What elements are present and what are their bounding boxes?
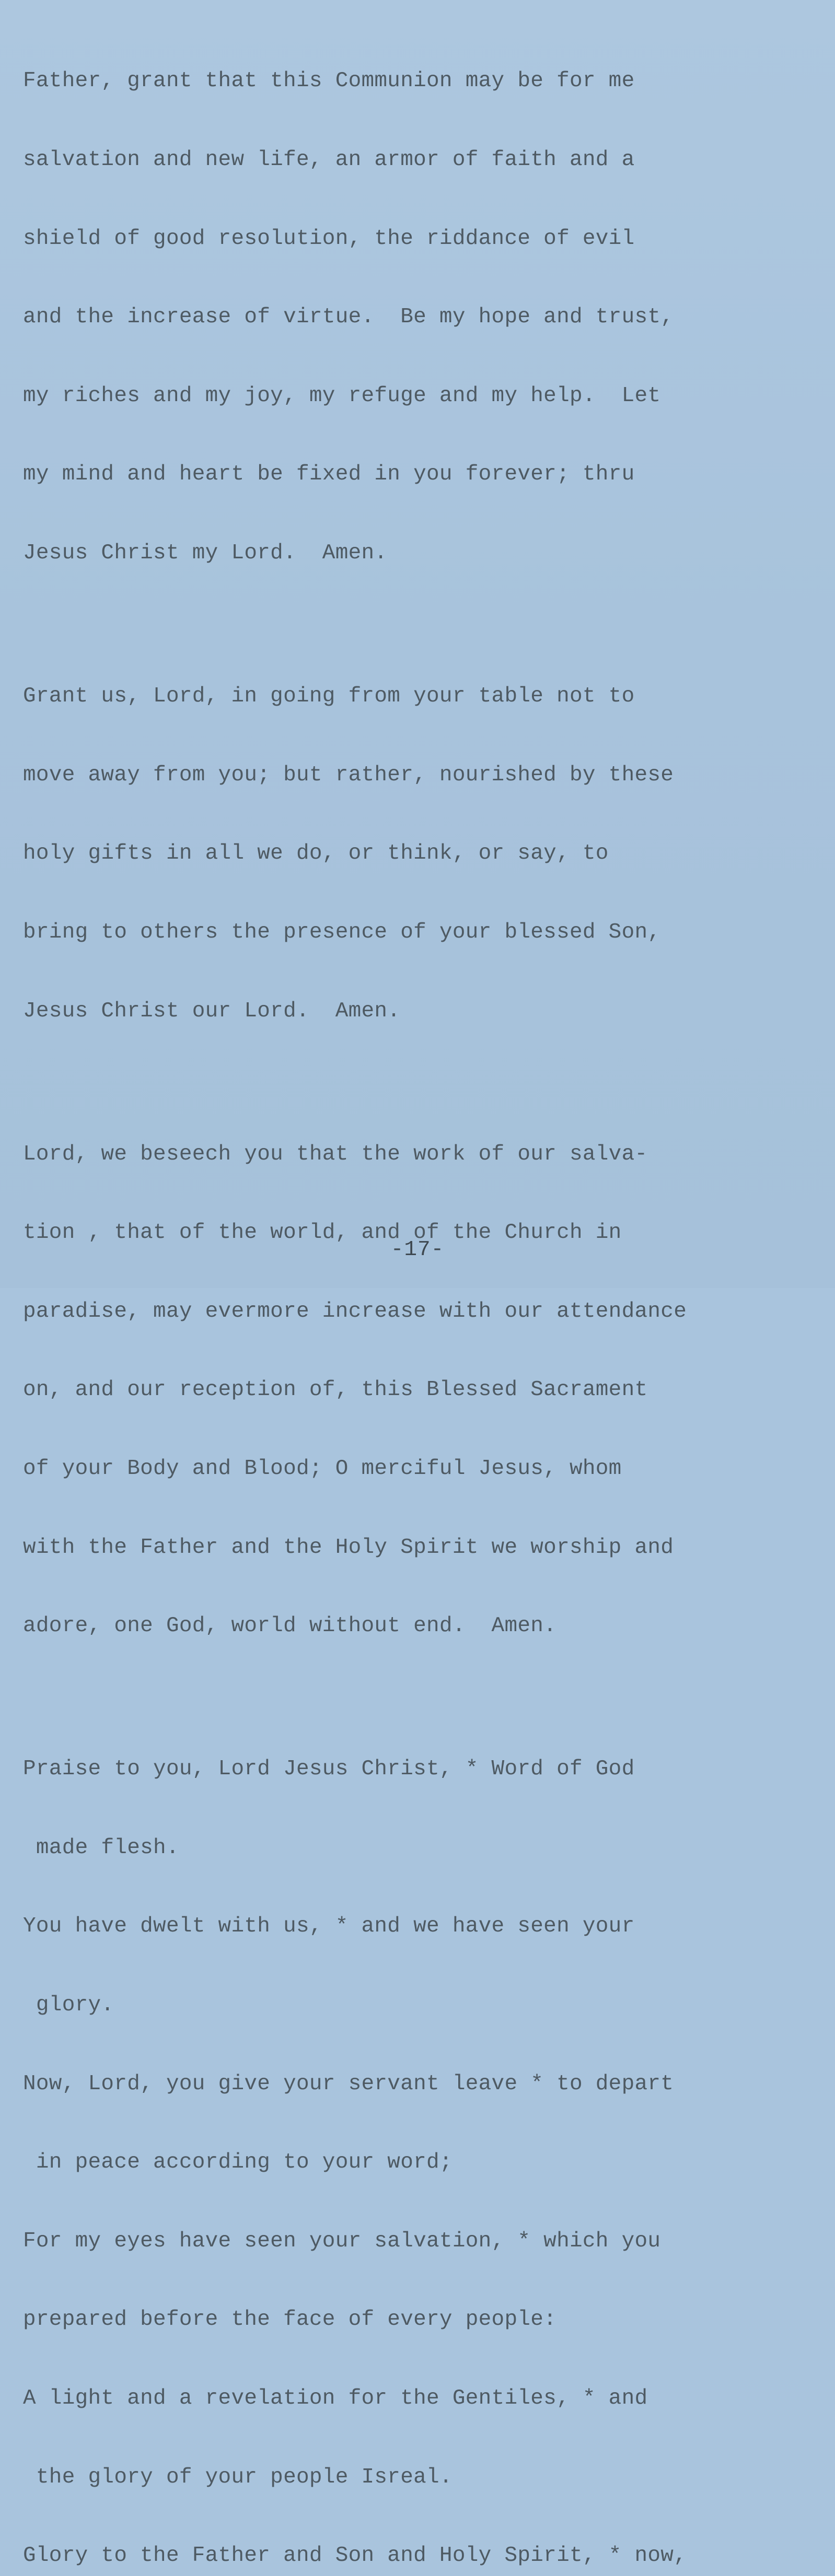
text-line: A light and a revelation for the Gentiles, * and — [23, 2386, 648, 2411]
text-line: my riches and my joy, my refuge and my help. Let — [23, 383, 661, 408]
page-number: -17- — [390, 1238, 445, 1262]
text-line: Praise to you, Lord Jesus Christ, * Word of God — [23, 1757, 635, 1782]
text-line: You have dwelt with us, * and we have seen your — [23, 1914, 635, 1939]
text-line: move away from you; but rather, nourished by these — [23, 763, 674, 787]
text-line: bring to others the presence of your blessed Son, — [23, 920, 661, 944]
canticle-paragraph — [23, 1704, 822, 2576]
prayer-paragraph — [23, 16, 822, 619]
text-line: with the Father and the Holy Spirit we worship and — [23, 1535, 674, 1560]
text-line: the glory of your people Isreal. — [23, 2465, 453, 2489]
prayer-paragraph — [23, 1088, 822, 1692]
text-line: Lord, we beseech you that the work of our salva- — [23, 1142, 648, 1166]
text-line: prepared before the face of every people: — [23, 2308, 557, 2332]
text-line: my mind and heart be fixed in you forever; thru — [23, 462, 635, 487]
text-line: on, and our reception of, this Blessed Sacrament — [23, 1378, 648, 1402]
text-line: Jesus Christ our Lord. Amen. — [23, 999, 401, 1023]
text-line: Father, grant that this Communion may be for me — [23, 69, 635, 93]
text-line: shield of good resolution, the riddance of evil — [23, 226, 635, 251]
text-line: paradise, may evermore increase with our attendance — [23, 1299, 687, 1324]
text-line: holy gifts in all we do, or think, or say, to — [23, 841, 609, 866]
text-line: in peace according to your word; — [23, 2150, 453, 2175]
text-line: adore, one God, world without end. Amen. — [23, 1614, 557, 1638]
text-line: Glory to the Father and Son and Holy Spirit, * now, — [23, 2544, 687, 2568]
text-line: Grant us, Lord, in going from your table not to — [23, 684, 635, 709]
prayer-paragraph — [23, 631, 822, 1076]
text-line: of your Body and Blood; O merciful Jesus, whom — [23, 1456, 622, 1481]
text-line: Jesus Christ my Lord. Amen. — [23, 541, 388, 566]
text-line: glory. — [23, 1993, 114, 2018]
text-line: Now, Lord, you give your servant leave * to depart — [23, 2071, 674, 2096]
text-line: salvation and new life, an armor of faith and a — [23, 148, 635, 172]
text-line: For my eyes have seen your salvation, * which you — [23, 2229, 661, 2253]
text-line: tion , that of the world, and of the Church in — [23, 1221, 622, 1245]
text-line: made flesh. — [23, 1835, 179, 1860]
text-line: and the increase of virtue. Be my hope and trust, — [23, 305, 674, 330]
prayer-text — [23, 16, 822, 2576]
